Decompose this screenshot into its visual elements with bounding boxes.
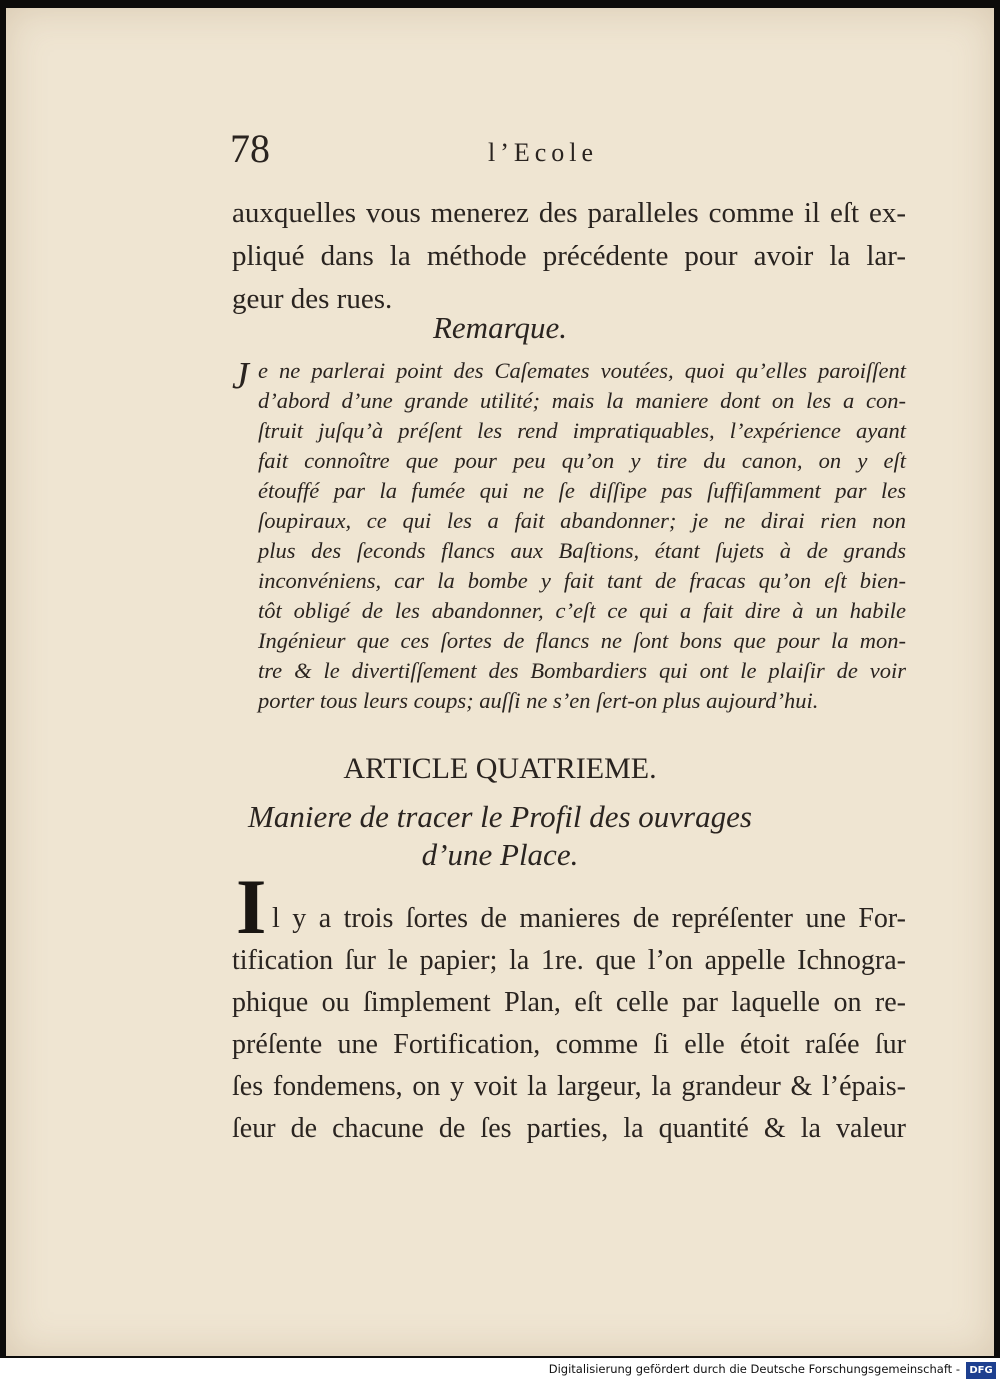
funding-note: Digitalisierung gefördert durch die Deutsche Forschungsgemeinschaft - (548, 1362, 960, 1376)
remark-line: tre & le divertiſſement des Bombardiers qui ont le plaiſir de voir (258, 658, 906, 683)
remark-line: plus des ſeconds flancs aux Baſtions, étant ſujets à de grands (258, 538, 906, 563)
remark-line: d’abord d’une grande utilité; mais la maniere dont on les a con- (258, 388, 906, 413)
subheading-line: Maniere de tracer le Profil des ouvrages (248, 799, 752, 834)
text-line: phique ou ſimplement Plan, eſt celle par laquelle on re- (232, 987, 906, 1018)
article-subheading (0, 798, 1000, 874)
digitization-footer (0, 1358, 1000, 1384)
text-line: pliqué dans la méthode précédente pour avoir la lar- (232, 240, 906, 272)
remark-line: e ne parlerai point des Caſemates voutées, quoi qu’elles paroiſſent (258, 358, 906, 383)
remark-line: porter tous leurs coups; auſſi ne s’en ſert-on plus aujourd’hui. (258, 688, 819, 713)
text-line: l y a trois ſortes de manieres de repréſenter une For- (272, 903, 906, 934)
dfg-logo: DFG (966, 1362, 996, 1379)
text-line: tification ſur le papier; la 1re. que l’on appelle Ichnogra- (232, 945, 906, 976)
remark-line: Ingénieur que ces ſortes de flancs ne ſont bons que pour la mon- (258, 628, 906, 653)
drop-cap: I (236, 863, 267, 950)
running-head: l’Ecole (488, 138, 599, 167)
page-number: 78 (230, 126, 270, 171)
text-line: auxquelles vous menerez des paralleles comme il eſt ex- (232, 197, 906, 229)
paragraph-1 (232, 192, 906, 321)
subheading-line: d’une Place. (421, 837, 579, 872)
text-line: geur des rues. (232, 283, 393, 315)
remark-line: inconvéniens, car la bombe y fait tant de fracas qu’on eſt bien- (258, 568, 906, 593)
remark-line: ſoupiraux, ce qui les a fait abandonner; je ne dirai rien non (258, 508, 906, 533)
remark-heading: Remarque. (432, 310, 567, 345)
remark-line: ſtruit juſqu’à préſent les rend impratiquables, l’expérience ayant (258, 418, 906, 443)
remark-line: fait connoître que pour peu qu’on y tire du canon, on y eſt (258, 448, 906, 473)
paragraph-2 (232, 898, 906, 1150)
remark-line: étouffé par la fumée qui ne ſe diſſipe pas ſuffiſamment par les (258, 478, 906, 503)
text-line: préſente une Fortification, comme ſi elle étoit raſée ſur (232, 1029, 906, 1060)
remark-text (258, 356, 906, 716)
text-line: ſeur de chacune de ſes parties, la quantité & la valeur (232, 1113, 906, 1144)
remark-line: tôt obligé de les abandonner, c’eſt ce qui a fait dire à un habile (258, 598, 906, 623)
text-line: ſes fondemens, on y voit la largeur, la grandeur & l’épais- (232, 1071, 906, 1102)
remark-initial: J (232, 355, 249, 397)
article-heading: ARTICLE QUATRIEME. (343, 752, 657, 785)
